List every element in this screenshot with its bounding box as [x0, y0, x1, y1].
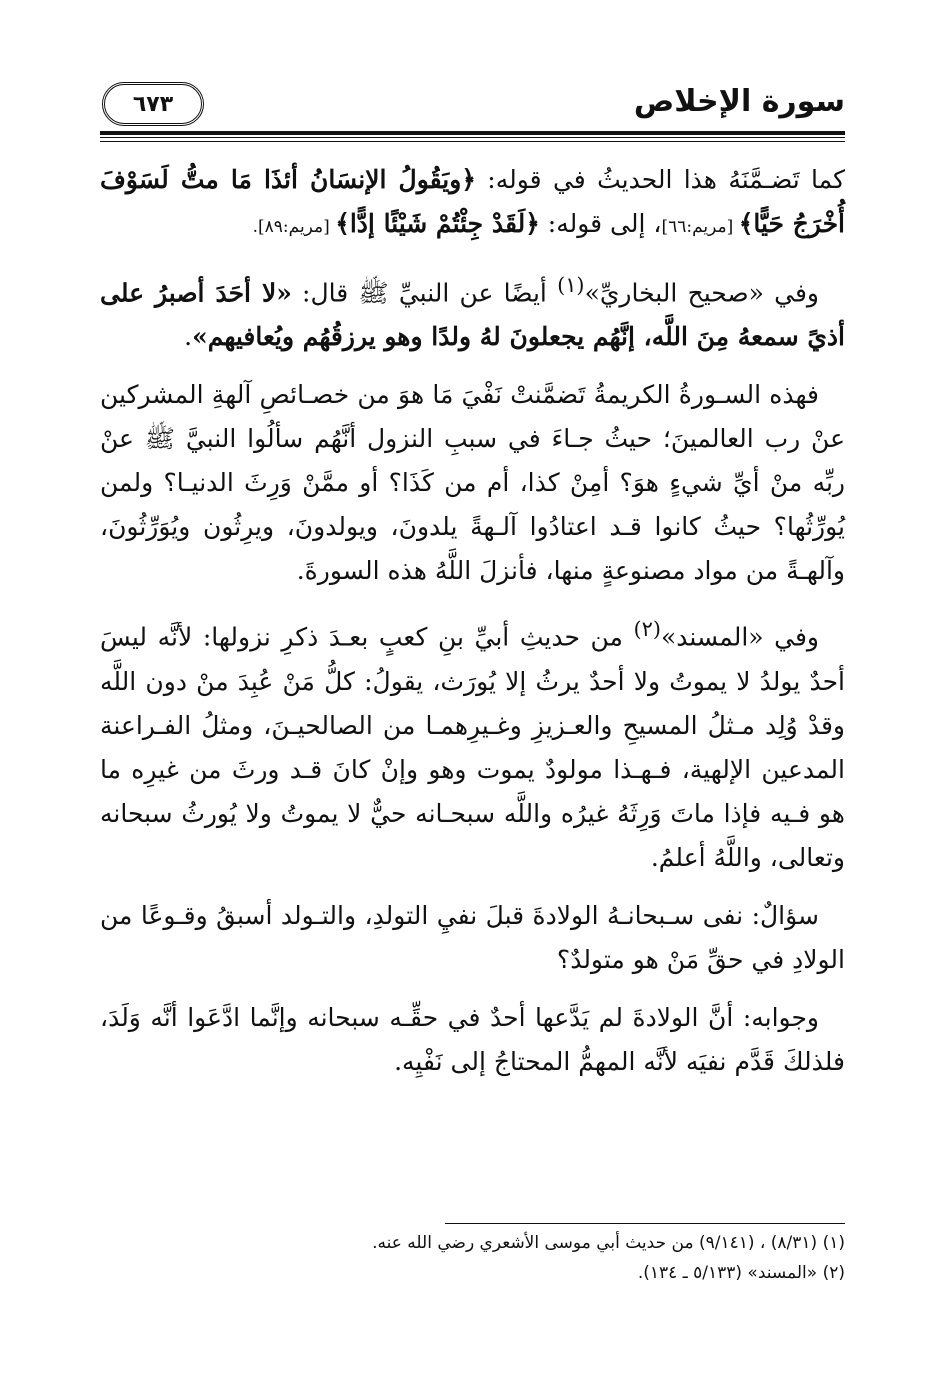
footnote-marker: (١): [557, 273, 585, 297]
hadith-quote: «لا أحَدَ أصبرُ على أذيً سمعهُ مِنَ اللَّه، إنَّهُم يجعلونَ لهُ ولدًا وهو يرزقُهُم ويُعافيهم»: [100, 278, 845, 352]
main-text: [100, 158, 845, 1098]
verse-reference: [مريم:٨٩].: [252, 217, 336, 237]
paragraph-5: سؤالٌ: نفى سـبحانـهُ الولادةَ قبلَ نفيِ التولدِ، والتـولد أسبقُ وقـوعًا من الولادِ في حقِّ مَنْ هو متولدٌ؟: [100, 900, 845, 974]
surah-title: سورة الإخلاص: [633, 84, 845, 119]
text-span: ، إلى قوله:: [539, 209, 662, 238]
text-span: أيضًا عن النبيِّ ﷺ قال:: [291, 278, 558, 308]
text-span: كما تَضـمَّنَهُ هذا الحديثُ في قوله:: [475, 165, 845, 194]
text-span: وفي «المسند»: [660, 622, 820, 652]
text-span: .: [184, 322, 193, 352]
text-span: وفي «صحيح البخاريِّ»: [584, 278, 819, 308]
header-rule-thin: [100, 141, 845, 142]
footnote-1: (١) (٨/٣١) ، (٩/١٤١) من حديث أبي موسى الأشعري رضي الله عنه.: [372, 1233, 845, 1253]
paragraph-1: [100, 158, 845, 249]
footnote-marker: (٢): [633, 617, 661, 642]
page-number: ٦٧٣: [132, 91, 174, 117]
footnotes: [100, 1228, 845, 1288]
paragraph-3: فهذه السـورةُ الكريمةُ تَضمَّنتْ نَفْيَ مَا هوَ من خصـائصِ آلهةِ المشركين عنْ رب العالمينَ؛ حيثُ جـاءَ في سببِ النزول أنَّهُم سألُوا النبيَّ ﷺ عنْ ربِّه منْ أيِّ شيءٍ هوَ؟ أمِنْ كذا، أم من كَذَا؟ أو ممَّنْ وَرِثَ الدنيـا؟ ولمن يُورِّثُها؟ حيثُ كانوا قـد اعتادُوا آلـهةً يلدونَ، ويولدونَ، ويرِثُون ويُوَرِّثُونَ، وآلهـةً من مواد مصنوعةٍ منها، فأنزلَ اللَّهُ هذه السورةَ.: [100, 380, 845, 586]
footnote-2: (٢) «المسند» (٥/١٣٣ ـ ١٣٤).: [637, 1263, 845, 1283]
header-rule-thick: [100, 131, 845, 135]
quran-verse: ﴿لَقَدْ جِئْتُمْ شَيْئًا إدًّا﴾: [335, 209, 540, 238]
header-rule-thin: [100, 137, 845, 138]
page-number-badge: [102, 82, 204, 126]
quran-verse: ﴿ويَقُولُ الإنسَانُ أئذَا مَا متُّ لَسَوْفَ أُخْرَجُ حَيًّا﴾: [100, 165, 845, 238]
paragraph-4: [100, 607, 845, 879]
paragraph-2: [100, 263, 845, 359]
verse-reference: [مريم:٦٦]: [661, 217, 739, 237]
text-span: من حديثِ أبيِّ بنِ كعبٍ بعـدَ ذكرِ نزولها: لأنَّه ليسَ أحدٌ يولدُ لا يموتُ ولا أحدٌ يرثُ إلا يُورَث، يقولُ: كلُّ مَنْ عُبِدَ منْ دون اللَّه وقدْ وُلِد مـثلُ المسيحِ والعـزيزِ وغـيرِهمـا من الصالحيـنَ، ومثلُ الفـراعنة المدعين الإلهية، فـهـذا مولودٌ يموت وهو وإنْ كانَ قـد ورثَ من غيرِه ما هو فـيه فإذا ماتَ وَرِثَهُ غيرُه واللَّه سبحـانه حيٌّ لا يموتُ ولا يُورثُ سبحانه وتعالى، واللَّهُ أعلمُ.: [100, 622, 845, 872]
page-header: [100, 82, 845, 128]
footnote-separator: [445, 1223, 845, 1224]
paragraph-6: وجوابه: أنَّ الولادةَ لم يَدَّعها أحدٌ في حقِّـه سبحانه وإنَّما ادَّعَوا أنَّه وَلَدَ، فلذلكَ قَدَّم نفيَه لأنَّه المهمُّ المحتاجُ إلى نَفْيِه.: [100, 1002, 845, 1076]
